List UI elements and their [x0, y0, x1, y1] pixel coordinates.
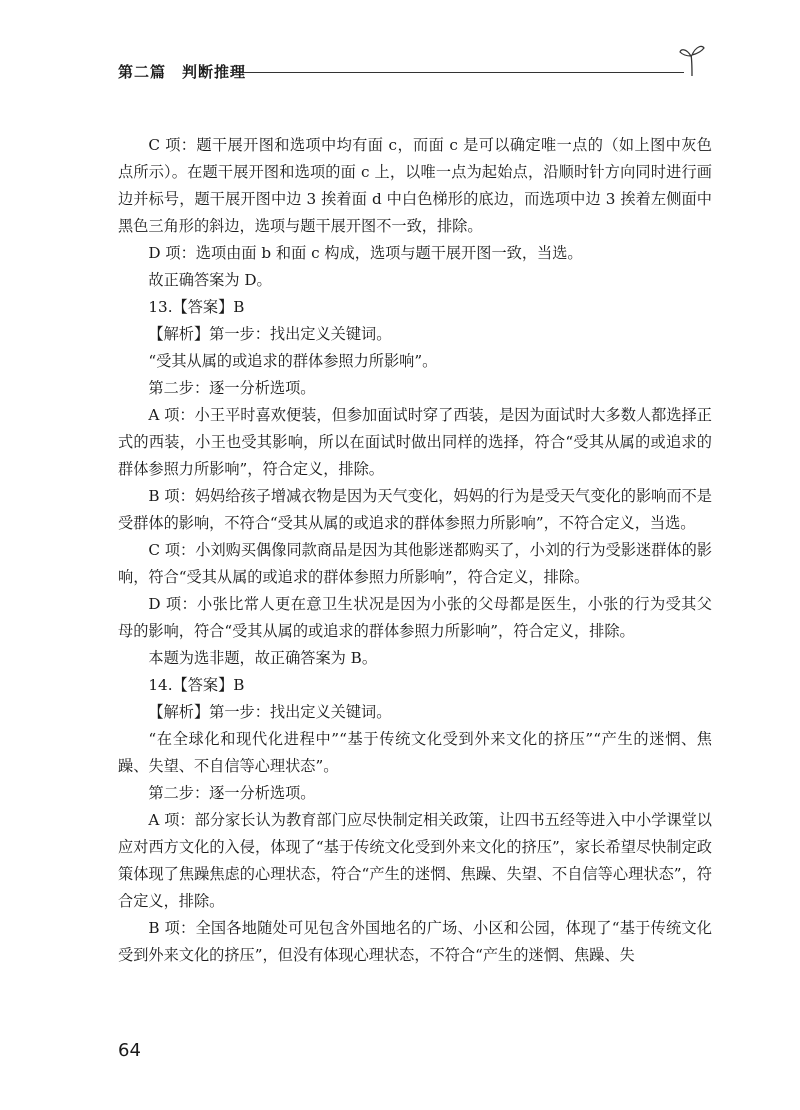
answer-heading-14: 14.【答案】B	[148, 676, 245, 694]
paragraph-answer-12: 故正确答案为 D。	[148, 271, 272, 289]
keyword-13: “受其从属的或追求的群体参照力所影响”。	[148, 352, 438, 370]
body-text	[118, 132, 712, 969]
sprout-icon	[678, 42, 706, 78]
paragraph-d-option: D 项：选项由面 b 和面 c 构成，选项与题干展开图一致，当选。	[148, 244, 583, 262]
page-number: 64	[118, 1040, 141, 1061]
keyword-14: “在全球化和现代化进程中”“基于传统文化受到外来文化的挤压”“产生的迷惘、焦躁、失望、不自信等心理状态”。	[118, 730, 712, 775]
option-a-13: A 项：小王平时喜欢便装，但参加面试时穿了西装，是因为面试时大多数人都选择正式的西装，小王也受其影响，所以在面试时做出同样的选择，符合“受其从属的或追求的群体参照力所影响”，符合定义，排除。	[118, 406, 712, 478]
option-a-14: A 项：部分家长认为教育部门应尽快制定相关政策，让四书五经等进入中小学课堂以应对西方文化的入侵，体现了“基于传统文化受到外来文化的挤压”，家长希望尽快制定政策体现了焦躁焦虑的心理状态，符合“产生的迷惘、焦躁、失望、不自信等心理状态”，符合定义，排除。	[118, 811, 712, 910]
option-b-13: B 项：妈妈给孩子增减衣物是因为天气变化，妈妈的行为是受天气变化的影响而不是受群体的影响，不符合“受其从属的或追求的群体参照力所影响”，不符合定义，当选。	[118, 487, 712, 532]
option-b-14: B 项：全国各地随处可见包含外国地名的广场、小区和公园，体现了“基于传统文化受到外来文化的挤压”，但没有体现心理状态，不符合“产生的迷惘、焦躁、失	[118, 919, 712, 964]
option-d-13: D 项：小张比常人更在意卫生状况是因为小张的父母都是医生，小张的行为受其父母的影响，符合“受其从属的或追求的群体参照力所影响”，符合定义，排除。	[118, 595, 712, 640]
paragraph-c-option: C 项：题干展开图和选项中均有面 c，而面 c 是可以确定唯一点的（如上图中灰色点所示）。在题干展开图和选项的面 c 上，以唯一点为起始点，沿顺时针方向同时进行画边并标号，题干展开图中边 3 挨着面 d 中白色梯形的底边，而选项中边 3 挨着左侧面中黑色三角形的斜边，选项与题干展开图不一致，排除。	[118, 136, 712, 235]
analysis-step2-14: 第二步：逐一分析选项。	[148, 784, 316, 802]
page-header	[118, 58, 698, 84]
analysis-step1-14: 【解析】第一步：找出定义关键词。	[148, 703, 392, 721]
section-title: 第二篇 判断推理	[118, 63, 247, 81]
option-c-13: C 项：小刘购买偶像同款商品是因为其他影迷都购买了，小刘的行为受影迷群体的影响，符合“受其从属的或追求的群体参照力所影响”，符合定义，排除。	[118, 541, 712, 586]
analysis-step2-13: 第二步：逐一分析选项。	[148, 379, 316, 397]
header-rule	[230, 72, 684, 73]
answer-heading-13: 13.【答案】B	[148, 298, 245, 316]
conclusion-13: 本题为选非题，故正确答案为 B。	[148, 649, 378, 667]
analysis-step1-13: 【解析】第一步：找出定义关键词。	[148, 325, 392, 343]
